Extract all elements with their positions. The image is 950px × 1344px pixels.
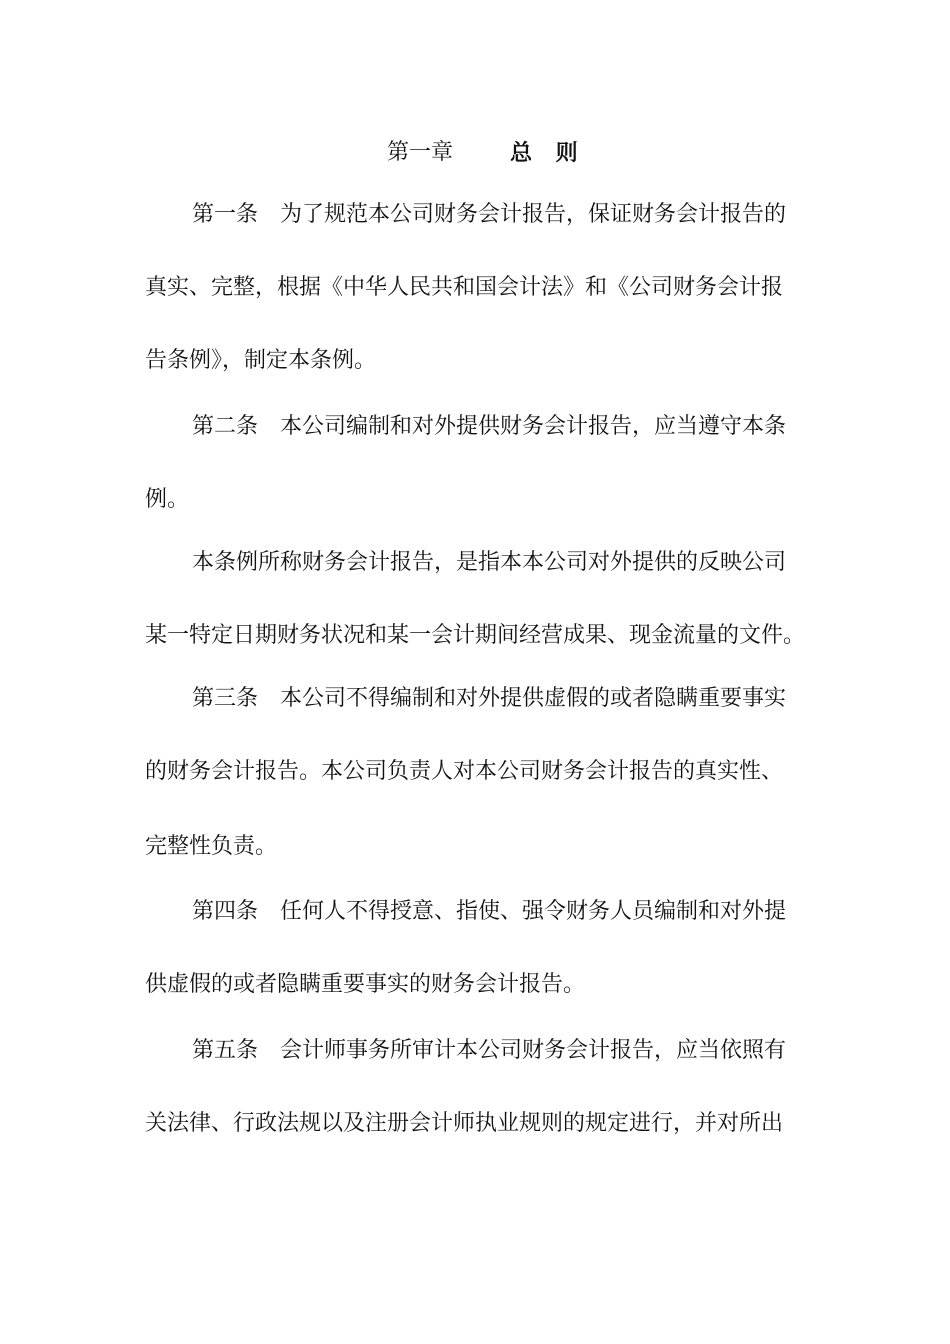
article-3-line-3: 完整性负责。 bbox=[145, 834, 278, 859]
article-label: 第二条 bbox=[192, 414, 259, 439]
article-label: 第四条 bbox=[192, 899, 259, 924]
article-2-line-2: 例。 bbox=[145, 487, 190, 512]
article-text: 任何人不得授意、指使、强令财务人员编制和对外提 bbox=[280, 899, 787, 924]
article-label: 第一条 bbox=[192, 202, 259, 227]
article-text: 本公司编制和对外提供财务会计报告，应当遵守本条 bbox=[280, 414, 787, 439]
article-1-line-1 bbox=[192, 198, 786, 232]
article-1-line-2: 真实、完整，根据《中华人民共和国会计法》和《公司财务会计报 bbox=[145, 275, 784, 300]
article-text: 为了规范本公司财务会计报告，保证财务会计报告的 bbox=[280, 202, 787, 227]
article-3-line-1 bbox=[192, 682, 786, 716]
definition-line-2: 某一特定日期财务状况和某一会计期间经营成果、现金流量的文件。 bbox=[145, 623, 806, 648]
article-5-line-1 bbox=[192, 1034, 786, 1068]
article-3-line-2: 的财务会计报告。本公司负责人对本公司财务会计报告的真实性、 bbox=[145, 759, 784, 784]
chapter-heading bbox=[0, 136, 950, 170]
article-1-line-3: 告条例》，制定本条例。 bbox=[145, 348, 377, 373]
article-4-line-2: 供虚假的或者隐瞒重要事实的财务会计报告。 bbox=[145, 972, 586, 997]
article-label: 第三条 bbox=[192, 686, 259, 711]
chapter-title: 总 则 bbox=[510, 140, 586, 166]
article-2-line-1 bbox=[192, 410, 786, 444]
chapter-number: 第一章 bbox=[387, 140, 454, 165]
article-text: 会计师事务所审计本公司财务会计报告，应当依照有 bbox=[280, 1038, 787, 1063]
definition-line-1: 本条例所称财务会计报告，是指本本公司对外提供的反映公司 bbox=[192, 550, 787, 575]
article-5-line-2: 关法律、行政法规以及注册会计师执业规则的规定进行，并对所出 bbox=[145, 1111, 784, 1136]
article-text: 本公司不得编制和对外提供虚假的或者隐瞒重要事实 bbox=[280, 686, 787, 711]
article-label: 第五条 bbox=[192, 1038, 259, 1063]
article-4-line-1 bbox=[192, 895, 786, 929]
